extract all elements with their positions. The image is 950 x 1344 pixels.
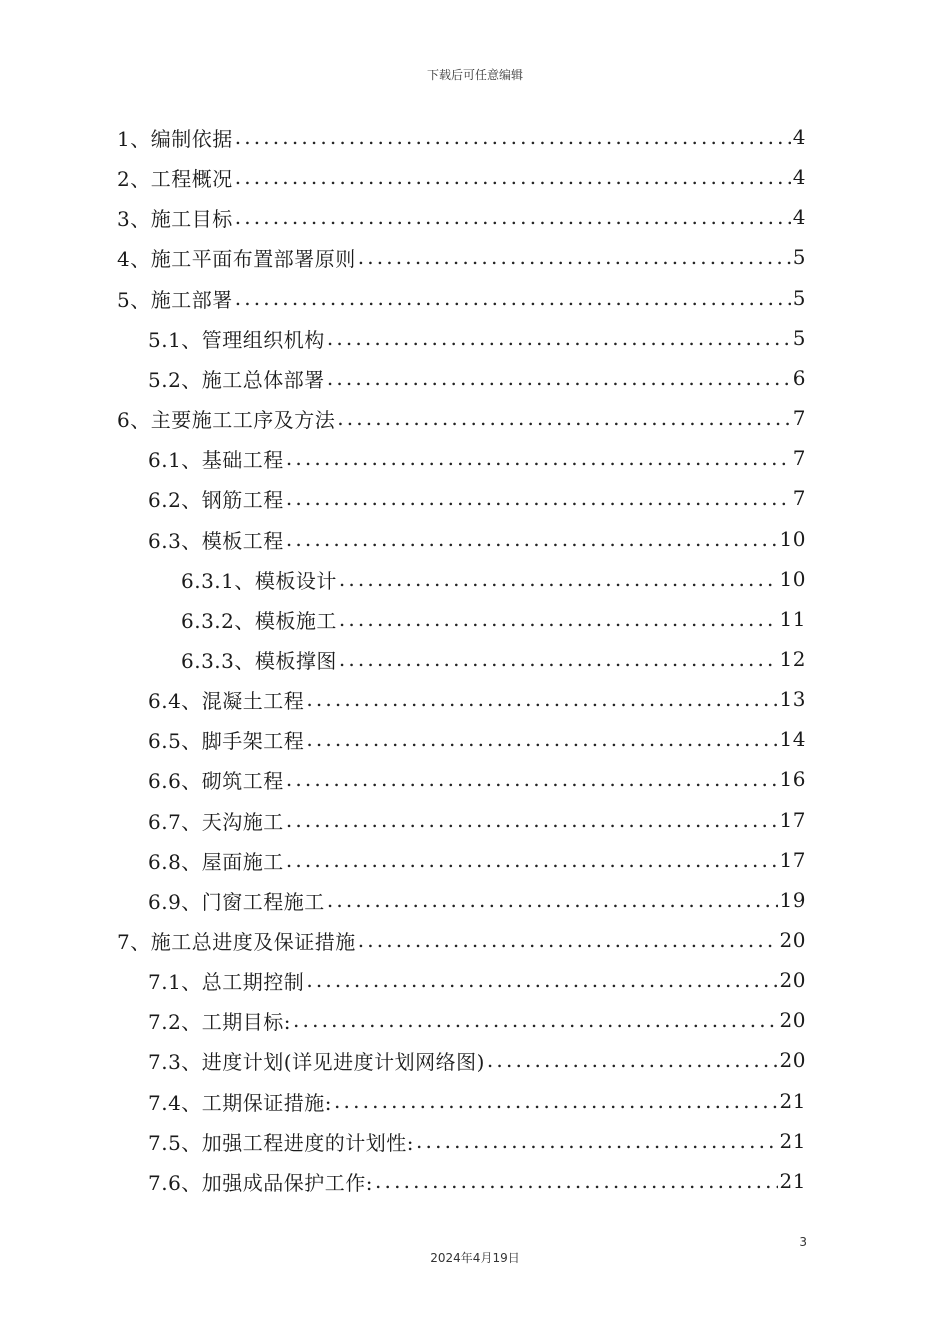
toc-leader-dots: [327, 888, 778, 912]
toc-entry-title: 6.9、门窗工程施工: [148, 889, 325, 914]
toc-entry[interactable]: [148, 478, 806, 518]
toc-entry-page: 17: [779, 848, 806, 872]
toc-entry-page: 4: [792, 165, 806, 189]
toc-entry-page: 6: [792, 366, 806, 390]
toc-entry[interactable]: [148, 438, 806, 478]
toc-entry-page: 13: [779, 687, 806, 711]
toc-entry[interactable]: [148, 759, 806, 799]
toc-entry-title: 6.2、钢筋工程: [148, 487, 284, 512]
toc-entry-page: 7: [792, 406, 806, 430]
toc-entry-title: 6.5、脚手架工程: [148, 728, 305, 753]
toc-leader-dots: [358, 928, 778, 952]
toc-entry[interactable]: [148, 318, 806, 358]
toc-entry[interactable]: [181, 599, 806, 639]
toc-entry[interactable]: [117, 117, 806, 157]
toc-entry-title: 6.7、天沟施工: [148, 809, 284, 834]
toc-leader-dots: [306, 727, 777, 751]
toc-entry-title: 6.8、屋面施工: [148, 849, 284, 874]
toc-leader-dots: [334, 1089, 778, 1113]
toc-entry-title: 7.2、工期目标:: [148, 1009, 292, 1034]
toc-entry-page: 10: [779, 527, 806, 551]
toc-entry-title: 6.1、基础工程: [148, 447, 284, 472]
toc-entry[interactable]: [148, 960, 806, 1000]
toc-entry-title: 6.3、模板工程: [148, 528, 284, 553]
toc-entry-page: 14: [779, 727, 806, 751]
toc-entry-page: 21: [779, 1169, 806, 1193]
toc-entry-title: 1、编制依据: [117, 126, 233, 151]
toc-leader-dots: [416, 1129, 778, 1153]
toc-entry-page: 19: [779, 888, 806, 912]
toc-entry-page: 20: [779, 928, 806, 952]
footer-date: 2024年4月19日: [430, 1251, 520, 1265]
toc-leader-dots: [327, 366, 791, 390]
toc-leader-dots: [235, 286, 791, 310]
toc-entry[interactable]: [181, 639, 806, 679]
toc-entry[interactable]: [117, 398, 806, 438]
toc-entry-title: 7.5、加强工程进度的计划性:: [148, 1130, 415, 1155]
toc-leader-dots: [339, 567, 778, 591]
toc-entry-page: 7: [792, 486, 806, 510]
toc-entry[interactable]: [148, 1081, 806, 1121]
toc-entry-page: 21: [779, 1089, 806, 1113]
toc-entry-page: 4: [792, 125, 806, 149]
toc-leader-dots: [327, 326, 791, 350]
toc-entry[interactable]: [117, 920, 806, 960]
toc-entry[interactable]: [148, 1161, 806, 1201]
toc-entry[interactable]: [117, 237, 806, 277]
toc-entry[interactable]: [117, 278, 806, 318]
toc-leader-dots: [293, 1008, 778, 1032]
toc-entry[interactable]: [148, 1040, 806, 1080]
toc-entry-title: 7、施工总进度及保证措施: [117, 929, 356, 954]
toc-entry[interactable]: [148, 519, 806, 559]
toc-entry[interactable]: [117, 157, 806, 197]
toc-leader-dots: [286, 527, 778, 551]
toc-leader-dots: [235, 125, 791, 149]
toc-entry-title: 7.3、进度计划(详见进度计划网络图): [148, 1049, 485, 1074]
toc-entry-title: 6.3.2、模板施工: [181, 608, 337, 633]
toc-leader-dots: [337, 406, 791, 430]
toc-entry-title: 5、施工部署: [117, 287, 233, 312]
toc-entry[interactable]: [148, 1121, 806, 1161]
toc-leader-dots: [286, 767, 778, 791]
toc-entry-title: 6.3.3、模板撑图: [181, 648, 337, 673]
toc-entry-page: 21: [779, 1129, 806, 1153]
toc-entry[interactable]: [148, 880, 806, 920]
toc-leader-dots: [286, 808, 778, 832]
toc-entry[interactable]: [148, 1000, 806, 1040]
toc-entry-page: 20: [779, 1048, 806, 1072]
toc-entry-page: 10: [779, 567, 806, 591]
toc-entry[interactable]: [148, 679, 806, 719]
toc-leader-dots: [235, 205, 791, 229]
toc-entry-page: 5: [792, 326, 806, 350]
toc-entry-page: 11: [779, 607, 806, 631]
toc-entry-page: 5: [792, 286, 806, 310]
toc-entry-page: 4: [792, 205, 806, 229]
toc-entry-title: 5.1、管理组织机构: [148, 327, 325, 352]
toc-leader-dots: [286, 848, 778, 872]
toc-leader-dots: [286, 446, 791, 470]
toc-entry-title: 4、施工平面布置部署原则: [117, 246, 356, 271]
toc-leader-dots: [306, 687, 777, 711]
toc-leader-dots: [339, 607, 778, 631]
toc-entry-title: 7.4、工期保证措施:: [148, 1090, 333, 1115]
toc-entry-title: 6.3.1、模板设计: [181, 568, 337, 593]
toc-leader-dots: [339, 647, 778, 671]
toc-entry-title: 7.6、加强成品保护工作:: [148, 1170, 374, 1195]
toc-entry-page: 20: [779, 968, 806, 992]
toc-entry-page: 16: [779, 767, 806, 791]
toc-entry-title: 6.4、混凝土工程: [148, 688, 305, 713]
toc-leader-dots: [358, 245, 791, 269]
toc-entry-page: 17: [779, 808, 806, 832]
toc-leader-dots: [235, 165, 791, 189]
toc-entry[interactable]: [181, 559, 806, 599]
toc-entry-page: 5: [792, 245, 806, 269]
toc-entry-title: 5.2、施工总体部署: [148, 367, 325, 392]
toc-entry-title: 2、工程概况: [117, 166, 233, 191]
toc-leader-dots: [487, 1048, 778, 1072]
toc-entry-title: 6.6、砌筑工程: [148, 768, 284, 793]
toc-entry-title: 3、施工目标: [117, 206, 233, 231]
toc-entry[interactable]: [148, 719, 806, 759]
toc-leader-dots: [286, 486, 791, 510]
toc-entry-title: 6、主要施工工序及方法: [117, 407, 336, 432]
toc-entry-page: 7: [792, 446, 806, 470]
toc-leader-dots: [375, 1169, 778, 1193]
toc-entry[interactable]: [148, 840, 806, 880]
toc-entry-page: 20: [779, 1008, 806, 1032]
toc-entry[interactable]: [148, 800, 806, 840]
page-number: 3: [799, 1235, 807, 1249]
toc-entry[interactable]: [148, 358, 806, 398]
toc-leader-dots: [306, 968, 777, 992]
toc-entry[interactable]: [117, 197, 806, 237]
toc-entry-title: 7.1、总工期控制: [148, 969, 305, 994]
page-header: 下载后可任意编辑: [426, 68, 523, 82]
toc-entry-page: 12: [779, 647, 806, 671]
